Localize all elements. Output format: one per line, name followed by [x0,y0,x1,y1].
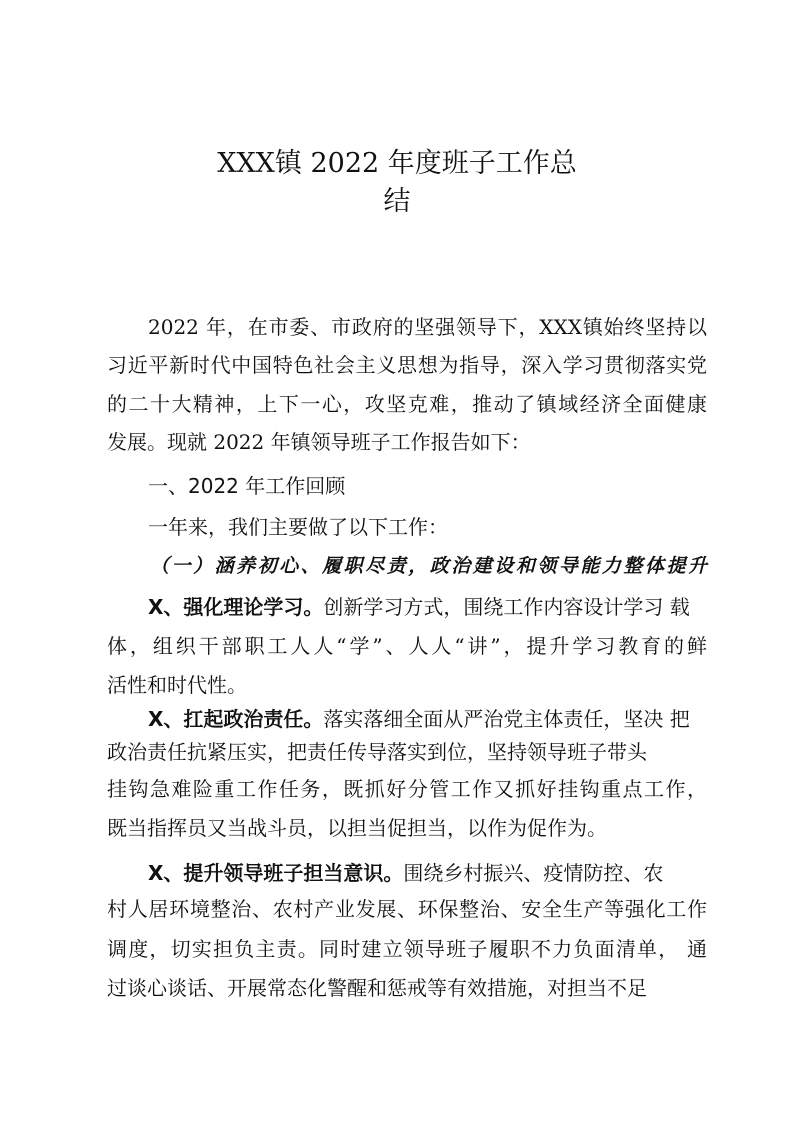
section-heading: 一、2022 年工作回顾 [148,474,346,498]
intro-paragraph-line: 2022 年，在市委、市政府的坚强领导下，XXX镇始终坚持以 [148,315,707,339]
item-line: 活性和时代性。 [107,673,247,697]
item-line: 过谈心谈话、开展常态化警醒和惩戒等有效措施，对担当不足 [107,976,647,1000]
section-lead-text: 一年来，我们主要做了以下工作： [148,515,448,539]
item-text: 围绕乡村振兴、疫情防控、农 [403,861,664,885]
item-title: X、提升领导班子担当意识。 [148,861,404,885]
document-title-line-1: XXX镇 2022 年度班子工作总 [217,148,577,179]
item-line: 调度，切实担负主责。同时建立领导班子履职不力负面清单， 通 [107,937,707,961]
item-title: X、扛起政治责任。 [148,707,324,731]
item-text: 落实落细全面从严治党主体责任，坚决 把 [323,707,690,731]
document-title-line-2: 结 [383,186,411,217]
item-line [148,705,707,733]
intro-paragraph-line: 习近平新时代中国特色社会主义思想为指导，深入学习贯彻落实党 [107,353,707,377]
item-line: 体，组织干部职工人人“学”、人人“讲”，提升学习教育的鲜 [107,634,707,658]
item-text: 创新学习方式，围绕工作内容设计学习 载 [323,595,690,619]
item-title: X、强化理论学习。 [148,595,324,619]
item-line: 村人居环境整治、农村产业发展、环保整治、安全生产等强化工作 [107,897,707,921]
item-line [148,859,707,887]
subsection-heading: （一）涵养初心、履职尽责，政治建设和领导能力整体提升 [150,555,707,577]
item-line: 政治责任抗紧压实，把责任传导落实到位，坚持领导班子带头 [107,740,647,764]
item-line: 挂钩急难险重工作任务，既抓好分管工作又抓好挂钩重点工作， [107,777,707,801]
item-line: 既当指挥员又当战斗员，以担当促担当，以作为促作为。 [107,816,607,840]
intro-paragraph-line: 发展。现就 2022 年镇领导班子工作报告如下： [107,430,531,454]
item-line [148,593,707,621]
intro-paragraph-line: 的二十大精神，上下一心，攻坚克难，推动了镇域经济全面健康 [107,392,707,416]
